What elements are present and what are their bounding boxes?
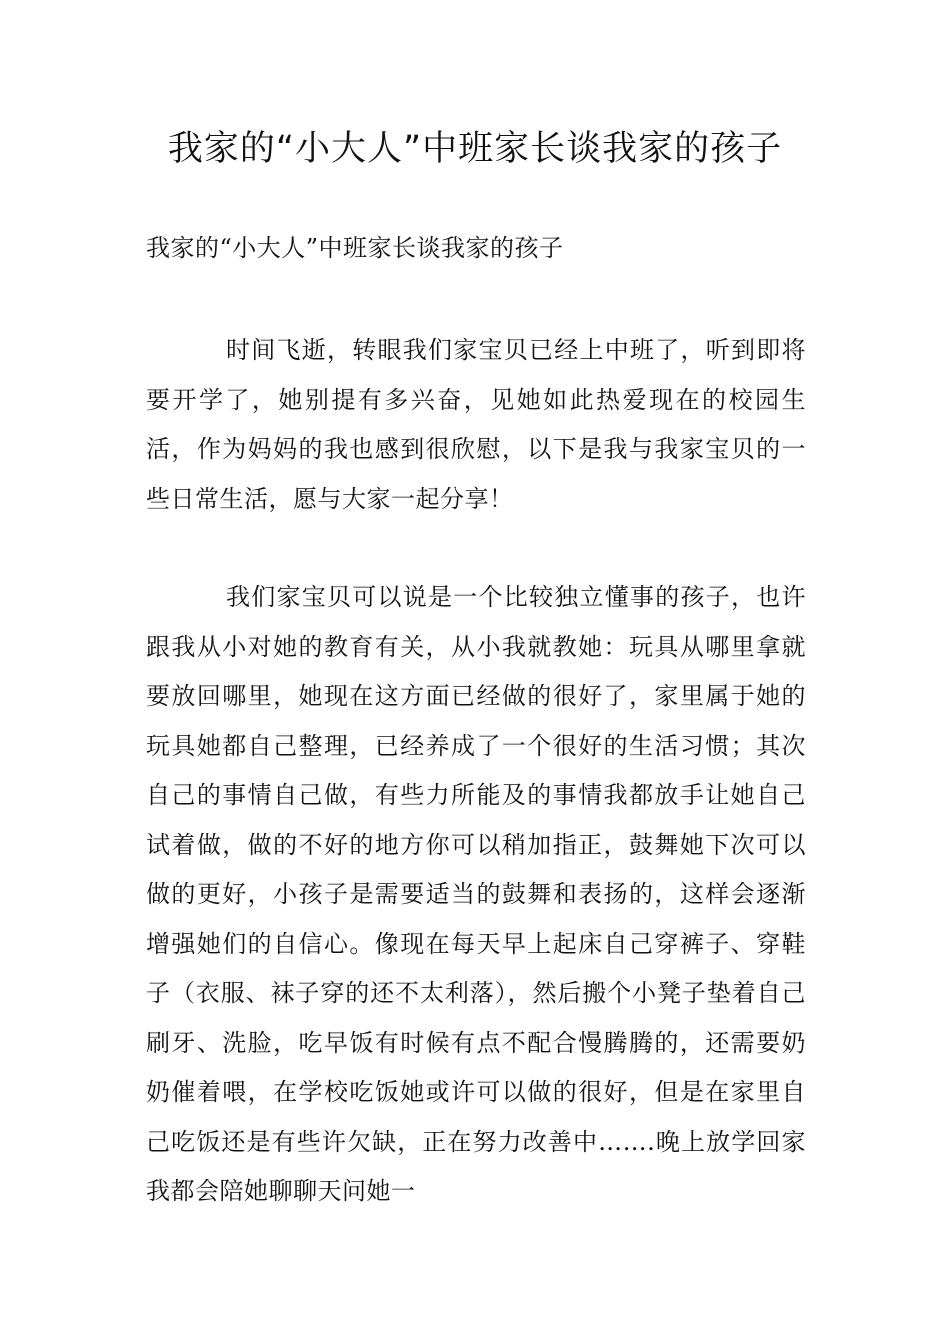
paragraph-2: 我们家宝贝可以说是一个比较独立懂事的孩子，也许跟我从小对她的教育有关，从小我就教她：玩具从哪里拿就要放回哪里，她现在这方面已经做的很好了，家里属于她的玩具她都自己整理，已经养成了一个很好的生活习惯；其次自己的事情自己做，有些力所能及的事情我都放手让她自己试着做，做的不好的地方你可以稍加指正，鼓舞她下次可以做的更好，小孩子是需要适当的鼓舞和表扬的，这样会逐渐增强她们的自信心。像现在每天早上起床自己穿裤子、穿鞋子（衣服、袜子穿的还不太利落），然后搬个小凳子垫着自己刷牙、洗脸，吃早饭有时候有点不配合慢腾腾的，还需要奶奶催着喂，在学校吃饭她或许可以做的很好，但是在家里自己吃饭还是有些许欠缺，正在努力改善中…….晚上放学回家我都会陪她聊聊天问她一 (146, 583, 806, 1205)
paragraph-1: 时间飞逝，转眼我们家宝贝已经上中班了，听到即将要开学了，她别提有多兴奋，见她如此热爱现在的校园生活，作为妈妈的我也感到很欣慰，以下是我与我家宝贝的一些日常生活，愿与大家一起分享！ (146, 336, 806, 513)
document-title: 我家的“小大人”中班家长谈我家的孩子 (167, 129, 783, 169)
document-subtitle: 我家的“小大人”中班家长谈我家的孩子 (146, 234, 564, 262)
